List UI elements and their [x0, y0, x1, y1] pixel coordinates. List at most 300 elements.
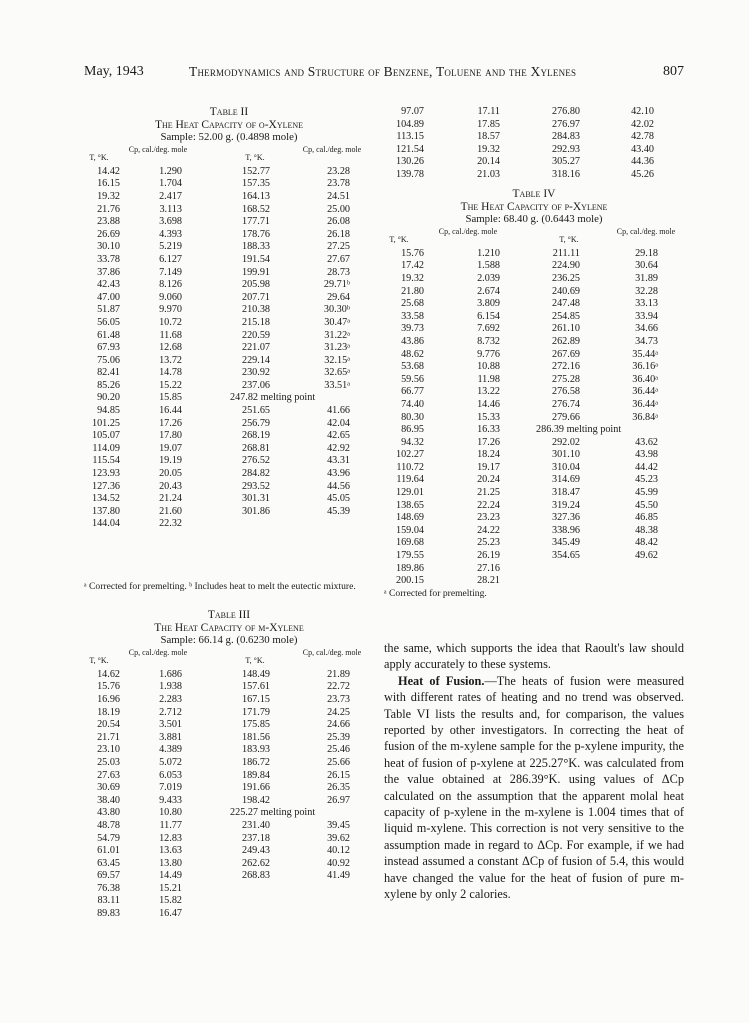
table-row: [84, 267, 374, 280]
cell-temperature: 51.87: [97, 304, 120, 316]
cell-heat-capacity: 42.10: [631, 106, 654, 117]
cell-temperature: 268.83: [241, 870, 270, 882]
col-header-cp: Cp, cal./deg. mole: [302, 144, 362, 154]
cell-heat-capacity: 31.23ᵃ: [324, 342, 350, 354]
table-row: [384, 399, 684, 412]
cell-temperature: 275.28: [551, 373, 580, 385]
cell-heat-capacity: 23.28: [327, 165, 350, 177]
cell-heat-capacity: 17.26: [159, 417, 182, 429]
cell-heat-capacity: 36.16ᵃ: [632, 361, 658, 373]
cell-heat-capacity: 5.072: [159, 756, 182, 768]
cell-heat-capacity: 45.39: [327, 505, 350, 517]
cell-heat-capacity: 2.039: [477, 272, 500, 284]
table-3-continued-body: [384, 106, 684, 182]
cell-temperature: 284.83: [551, 131, 580, 143]
cell-temperature: 175.85: [241, 719, 270, 731]
cell-temperature: 318.47: [551, 487, 580, 499]
cell-heat-capacity: 17.26: [477, 436, 500, 448]
cell-temperature: 200.15: [395, 575, 424, 587]
cell-temperature: 183.93: [241, 744, 270, 756]
cell-temperature: 215.18: [241, 316, 270, 328]
cell-heat-capacity: 11.77: [159, 819, 182, 831]
cell-temperature: 186.72: [241, 756, 270, 768]
table-row: [84, 380, 374, 393]
cell-heat-capacity: 29.71ᵇ: [323, 279, 350, 291]
table-3-continued: [384, 106, 684, 182]
table-row: [84, 229, 374, 242]
cell-heat-capacity: 20.24: [477, 474, 500, 486]
cell-temperature: 85.26: [97, 379, 120, 391]
table-row: [384, 474, 684, 487]
table-row: [384, 273, 684, 286]
cell-temperature: 110.72: [396, 461, 424, 473]
cell-temperature: 207.71: [241, 291, 270, 303]
cell-heat-capacity: 40.92: [327, 857, 350, 869]
cell-heat-capacity: 45.05: [327, 493, 350, 505]
cell-temperature: 345.49: [551, 537, 580, 549]
table-row: [384, 487, 684, 500]
cell-temperature: 86.95: [401, 424, 424, 436]
cell-heat-capacity: 43.40: [631, 143, 654, 155]
cell-temperature: 48.78: [97, 819, 120, 831]
cell-heat-capacity: 25.46: [327, 744, 350, 756]
cell-heat-capacity: 12.68: [159, 342, 182, 354]
table-row: [384, 260, 684, 273]
cell-heat-capacity: 41.66: [327, 405, 350, 417]
footnote-text: ᵃ Corrected for premelting. ᵇ Includes heat to melt the eutectic mixture.: [84, 581, 356, 592]
cell-temperature: 90.20: [97, 392, 120, 404]
table-row: [84, 279, 374, 292]
col-header-cp: Cp, cal./deg. mole: [128, 647, 188, 657]
cell-temperature: 56.05: [97, 316, 120, 328]
col-header-cp: Cp, cal./deg. mole: [302, 647, 362, 657]
col-header-cp: Cp, cal./deg. mole: [438, 226, 498, 236]
cell-temperature: 205.98: [241, 279, 270, 291]
table-row: [84, 468, 374, 481]
cell-heat-capacity: 5.219: [159, 241, 182, 253]
col-header-t: T, °K.: [245, 655, 265, 665]
cell-heat-capacity: 25.23: [477, 537, 500, 549]
cell-heat-capacity: 14.49: [159, 870, 182, 882]
cell-temperature: 113.15: [396, 131, 424, 143]
cell-temperature: 284.82: [241, 468, 270, 480]
cell-temperature: 191.54: [241, 253, 270, 265]
cell-temperature: 229.14: [241, 354, 270, 366]
cell-heat-capacity: 33.94: [635, 310, 658, 322]
cell-heat-capacity: 25.00: [327, 203, 350, 215]
table-row: [84, 757, 374, 770]
table-row: [84, 405, 374, 418]
cell-heat-capacity: 15.85: [159, 392, 182, 404]
cell-heat-capacity: 19.17: [477, 461, 500, 473]
cell-heat-capacity: 24.66: [327, 719, 350, 731]
table-row: [84, 719, 374, 732]
table-row: [84, 707, 374, 720]
cell-heat-capacity: 15.82: [159, 895, 182, 907]
cell-temperature: 189.84: [241, 769, 270, 781]
cell-heat-capacity: 21.89: [327, 668, 350, 680]
cell-temperature: 272.16: [551, 361, 580, 373]
cell-temperature: 48.62: [401, 348, 424, 360]
cell-temperature: 276.97: [551, 118, 580, 130]
cell-temperature: 157.61: [241, 681, 270, 693]
cell-temperature: 301.31: [241, 493, 270, 505]
cell-temperature: 164.13: [241, 190, 270, 202]
col-header-t: T, °K.: [389, 234, 409, 244]
cell-temperature: 256.79: [241, 417, 270, 429]
cell-temperature: 198.42: [241, 794, 270, 806]
cell-heat-capacity: 43.96: [327, 468, 350, 480]
cell-heat-capacity: 9.060: [159, 291, 182, 303]
table-row: [84, 481, 374, 494]
table-row: [384, 286, 684, 299]
cell-heat-capacity: 36.84ᵃ: [632, 411, 658, 423]
cell-temperature: 19.32: [97, 190, 120, 202]
cell-temperature: 327.36: [551, 512, 580, 524]
cell-temperature: 104.89: [395, 118, 424, 130]
cell-temperature: 268.19: [241, 430, 270, 442]
cell-heat-capacity: 18.57: [477, 131, 500, 143]
table-row: [384, 525, 684, 538]
cell-heat-capacity: 16.44: [159, 405, 182, 417]
cell-temperature: 191.66: [241, 782, 270, 794]
table-row: [384, 131, 684, 144]
cell-temperature: 171.79: [241, 706, 270, 718]
cell-temperature: 276.58: [551, 386, 580, 398]
cell-heat-capacity: 3.698: [159, 216, 182, 228]
cell-temperature: 82.41: [97, 367, 120, 379]
cell-temperature: 21.76: [97, 203, 120, 215]
table-row: [384, 106, 684, 119]
cell-heat-capacity: 34.66: [635, 323, 658, 335]
melting-point-label: 286.39 melting point: [536, 424, 622, 436]
cell-heat-capacity: 41.49: [327, 870, 350, 882]
cell-heat-capacity: 2.674: [477, 285, 500, 297]
cell-heat-capacity: 10.88: [477, 361, 500, 373]
table-3-body: [84, 669, 374, 921]
table-row: [84, 858, 374, 871]
cell-heat-capacity: 10.80: [159, 807, 182, 819]
cell-temperature: 33.78: [97, 253, 120, 265]
cell-heat-capacity: 24.25: [327, 706, 350, 718]
cell-heat-capacity: 4.389: [159, 744, 182, 756]
table-row: [384, 563, 684, 576]
cell-heat-capacity: 26.35: [327, 782, 350, 794]
table-row: [84, 744, 374, 757]
cell-heat-capacity: 17.11: [477, 106, 500, 117]
table-row: [84, 820, 374, 833]
cell-temperature: 240.69: [551, 285, 580, 297]
cell-heat-capacity: 45.50: [635, 499, 658, 511]
cell-temperature: 80.30: [401, 411, 424, 423]
cell-temperature: 159.04: [395, 524, 424, 536]
cell-heat-capacity: 28.21: [477, 575, 500, 587]
cell-temperature: 59.56: [401, 373, 424, 385]
cell-temperature: 42.43: [97, 279, 120, 291]
col-header-t: T, °K.: [245, 152, 265, 162]
cell-heat-capacity: 26.15: [327, 769, 350, 781]
cell-temperature: 167.15: [241, 693, 270, 705]
table-row: [384, 575, 684, 588]
cell-temperature: 129.01: [395, 487, 424, 499]
cell-heat-capacity: 3.501: [159, 719, 182, 731]
cell-temperature: 292.93: [551, 143, 580, 155]
cell-temperature: 101.25: [91, 417, 120, 429]
cell-heat-capacity: 1.938: [159, 681, 182, 693]
cell-temperature: 251.65: [241, 405, 270, 417]
cell-temperature: 318.16: [551, 168, 580, 180]
cell-heat-capacity: 43.98: [635, 449, 658, 461]
header-date: May, 1943: [84, 64, 144, 79]
table-4-body: [384, 248, 684, 588]
cell-temperature: 237.06: [241, 379, 270, 391]
cell-temperature: 144.04: [91, 518, 120, 530]
cell-temperature: 26.69: [97, 228, 120, 240]
table-4-label: Table IV: [512, 188, 556, 200]
col-header-t: T, °K.: [559, 234, 579, 244]
cell-heat-capacity: 46.85: [635, 512, 658, 524]
table-3-header: [84, 647, 374, 669]
table-row: [384, 537, 684, 550]
cell-heat-capacity: 34.73: [635, 335, 658, 347]
table-row: [84, 443, 374, 456]
cell-temperature: 237.18: [241, 832, 270, 844]
cell-temperature: 210.38: [241, 304, 270, 316]
cell-temperature: 168.52: [241, 203, 270, 215]
table-3: [84, 609, 374, 921]
cell-temperature: 23.10: [97, 744, 120, 756]
cell-heat-capacity: 1.686: [159, 668, 182, 680]
cell-temperature: 310.04: [551, 461, 580, 473]
cell-heat-capacity: 44.56: [327, 480, 350, 492]
cell-temperature: 152.77: [241, 165, 270, 177]
cell-temperature: 33.58: [401, 310, 424, 322]
cell-temperature: 66.77: [401, 386, 424, 398]
cell-temperature: 189.86: [395, 562, 424, 574]
table-row: [384, 311, 684, 324]
cell-temperature: 21.80: [401, 285, 424, 297]
cell-heat-capacity: 1.588: [477, 260, 500, 272]
cell-temperature: 67.93: [97, 342, 120, 354]
cell-temperature: 254.85: [551, 310, 580, 322]
cell-heat-capacity: 19.32: [477, 143, 500, 155]
table-row: [84, 870, 374, 883]
cell-heat-capacity: 29.18: [635, 247, 658, 259]
cell-temperature: 76.38: [97, 882, 120, 894]
cell-heat-capacity: 27.25: [327, 241, 350, 253]
cell-temperature: 37.86: [97, 266, 120, 278]
cell-temperature: 148.69: [395, 512, 424, 524]
paragraph-2-text: —The heats of fusion were measured with different rates of heating and no trend was observed. Table VI lists the results and, for comparison, the values reported by other investigators. In correcting the heat of fusion of the m-xylene sample for the p-xylene impurity, the heat of fusion of p-xylene at 225.27°K. was calculated from the value obtained at 286.39°K. using values of ΔCp calculated on the assumption that the apparent molal heat capacity of p-xylene in the m-xylene is 1.004 times that of liquid m-xylene. This correction is not very sensitive to the assumption made in regard to ΔCp. For example, if we had instead assumed a constant ΔCp of fusion of 5.4, this would have changed the value for the heat of fusion of pure m-xylene by only 2 calories.: [384, 673, 684, 902]
cell-temperature: 262.62: [241, 857, 270, 869]
cell-heat-capacity: 13.63: [159, 845, 182, 857]
table-row: [84, 732, 374, 745]
table-row: [84, 191, 374, 204]
cell-heat-capacity: 30.30ᵇ: [323, 304, 350, 316]
table-4-sample: Sample: 68.40 g. (0.6443 mole): [465, 213, 603, 226]
melting-point-label: 225.27 melting point: [230, 807, 316, 819]
cell-temperature: 279.66: [551, 411, 580, 423]
cell-heat-capacity: 21.03: [477, 168, 500, 180]
cell-heat-capacity: 26.18: [327, 228, 350, 240]
cell-heat-capacity: 10.72: [159, 316, 182, 328]
cell-heat-capacity: 19.07: [159, 442, 182, 454]
cell-temperature: 23.88: [97, 216, 120, 228]
cell-temperature: 16.96: [97, 693, 120, 705]
cell-heat-capacity: 3.881: [159, 731, 182, 743]
table-row: [84, 493, 374, 506]
cell-heat-capacity: 36.44ᵃ: [632, 386, 658, 398]
table-row: [84, 342, 374, 355]
cell-heat-capacity: 28.73: [327, 266, 350, 278]
cell-heat-capacity: 14.46: [477, 398, 500, 410]
cell-heat-capacity: 36.40ᵃ: [632, 373, 658, 385]
table-3-sample: Sample: 66.14 g. (0.6230 mole): [160, 634, 298, 647]
cell-temperature: 157.35: [241, 178, 270, 190]
table-row: [384, 512, 684, 525]
table-row: [84, 795, 374, 808]
cell-heat-capacity: 39.62: [327, 832, 350, 844]
cell-temperature: 338.96: [551, 524, 580, 536]
cell-temperature: 89.83: [97, 908, 120, 920]
table-4-footnote: ᵃ Corrected for premelting.: [384, 587, 487, 599]
cell-heat-capacity: 8.732: [477, 335, 500, 347]
cell-temperature: 138.65: [395, 499, 424, 511]
table-row: [84, 506, 374, 519]
cell-heat-capacity: 32.65ᵃ: [324, 367, 350, 379]
table-row: [384, 156, 684, 169]
cell-heat-capacity: 33.13: [635, 298, 658, 310]
cell-heat-capacity: 23.78: [327, 178, 350, 190]
cell-temperature: 188.33: [241, 241, 270, 253]
cell-heat-capacity: 17.85: [477, 118, 500, 130]
cell-heat-capacity: 43.62: [635, 436, 658, 448]
cell-heat-capacity: 30.64: [635, 260, 658, 272]
cell-heat-capacity: 48.42: [635, 537, 658, 549]
cell-temperature: 69.57: [97, 870, 120, 882]
cell-temperature: 115.54: [92, 455, 120, 467]
cell-heat-capacity: 16.47: [159, 908, 182, 920]
cell-temperature: 20.54: [97, 719, 120, 731]
table-row: [84, 430, 374, 443]
cell-temperature: 127.36: [91, 480, 120, 492]
table-row: [84, 304, 374, 317]
table-2-header: [84, 144, 374, 166]
table-4: [384, 188, 684, 600]
cell-heat-capacity: 15.33: [477, 411, 500, 423]
cell-temperature: 102.27: [395, 449, 424, 461]
cell-temperature: 249.43: [241, 845, 270, 857]
table-2: [84, 106, 374, 531]
cell-heat-capacity: 27.16: [477, 562, 500, 574]
cell-temperature: 230.92: [241, 367, 270, 379]
cell-temperature: 97.07: [401, 106, 424, 117]
cell-heat-capacity: 1.704: [159, 178, 182, 190]
cell-heat-capacity: 15.21: [159, 882, 182, 894]
cell-temperature: 16.15: [97, 178, 120, 190]
cell-heat-capacity: 36.44ᵃ: [632, 398, 658, 410]
cell-heat-capacity: 26.97: [327, 794, 350, 806]
table-row: [84, 216, 374, 229]
table-2-body: [84, 166, 374, 531]
cell-temperature: 276.52: [241, 455, 270, 467]
cell-temperature: 74.40: [401, 398, 424, 410]
cell-heat-capacity: 15.22: [159, 379, 182, 391]
cell-heat-capacity: 6.127: [159, 253, 182, 265]
cell-heat-capacity: 26.19: [477, 550, 500, 562]
running-header: [84, 64, 684, 82]
cell-heat-capacity: 42.65: [327, 430, 350, 442]
table-3-label: Table III: [207, 609, 251, 621]
cell-temperature: 276.80: [551, 106, 580, 117]
cell-heat-capacity: 26.08: [327, 216, 350, 228]
cell-heat-capacity: 32.15ᵃ: [324, 354, 350, 366]
cell-heat-capacity: 20.43: [159, 480, 182, 492]
cell-temperature: 15.76: [97, 681, 120, 693]
cell-heat-capacity: 18.24: [477, 449, 500, 461]
table-2-sample: Sample: 52.00 g. (0.4898 mole): [160, 131, 298, 144]
table-row: [84, 204, 374, 217]
cell-heat-capacity: 45.26: [631, 168, 654, 180]
cell-heat-capacity: 2.712: [159, 706, 182, 718]
cell-temperature: 224.90: [551, 260, 580, 272]
cell-temperature: 314.69: [551, 474, 580, 486]
cell-heat-capacity: 48.38: [635, 524, 658, 536]
cell-temperature: 43.86: [401, 335, 424, 347]
table-row: [84, 807, 374, 820]
cell-heat-capacity: 9.970: [159, 304, 182, 316]
cell-heat-capacity: 2.417: [159, 190, 182, 202]
cell-temperature: 354.65: [551, 550, 580, 562]
cell-heat-capacity: 13.80: [159, 857, 182, 869]
cell-temperature: 94.85: [97, 405, 120, 417]
cell-temperature: 247.48: [551, 298, 580, 310]
cell-heat-capacity: 22.72: [327, 681, 350, 693]
cell-heat-capacity: 11.98: [477, 373, 500, 385]
cell-temperature: 47.00: [97, 291, 120, 303]
cell-temperature: 148.49: [241, 668, 270, 680]
cell-temperature: 15.76: [401, 247, 424, 259]
table-row: [84, 782, 374, 795]
table-row: [384, 437, 684, 450]
cell-heat-capacity: 17.80: [159, 430, 182, 442]
cell-temperature: 211.11: [552, 247, 580, 259]
cell-temperature: 75.06: [97, 354, 120, 366]
table-row: [84, 770, 374, 783]
table-row: [84, 669, 374, 682]
table-row: [84, 178, 374, 191]
cell-temperature: 25.03: [97, 756, 120, 768]
cell-heat-capacity: 13.22: [477, 386, 500, 398]
cell-heat-capacity: 16.33: [477, 424, 500, 436]
table-row: [84, 418, 374, 431]
cell-temperature: 18.19: [97, 706, 120, 718]
cell-temperature: 236.25: [551, 272, 580, 284]
paragraph-2: [384, 673, 684, 903]
cell-heat-capacity: 35.44ᵃ: [632, 348, 658, 360]
cell-heat-capacity: 40.12: [327, 845, 350, 857]
page-number: 807: [663, 64, 684, 79]
cell-heat-capacity: 30.47ᵃ: [324, 316, 350, 328]
table-row: [384, 550, 684, 563]
table-3-title: The Heat Capacity of m-Xylene: [154, 621, 304, 634]
cell-heat-capacity: 21.25: [477, 487, 500, 499]
cell-heat-capacity: 42.78: [631, 131, 654, 143]
table-row: [84, 895, 374, 908]
cell-heat-capacity: 7.019: [159, 782, 182, 794]
table-row: [384, 119, 684, 132]
cell-temperature: 137.80: [91, 505, 120, 517]
